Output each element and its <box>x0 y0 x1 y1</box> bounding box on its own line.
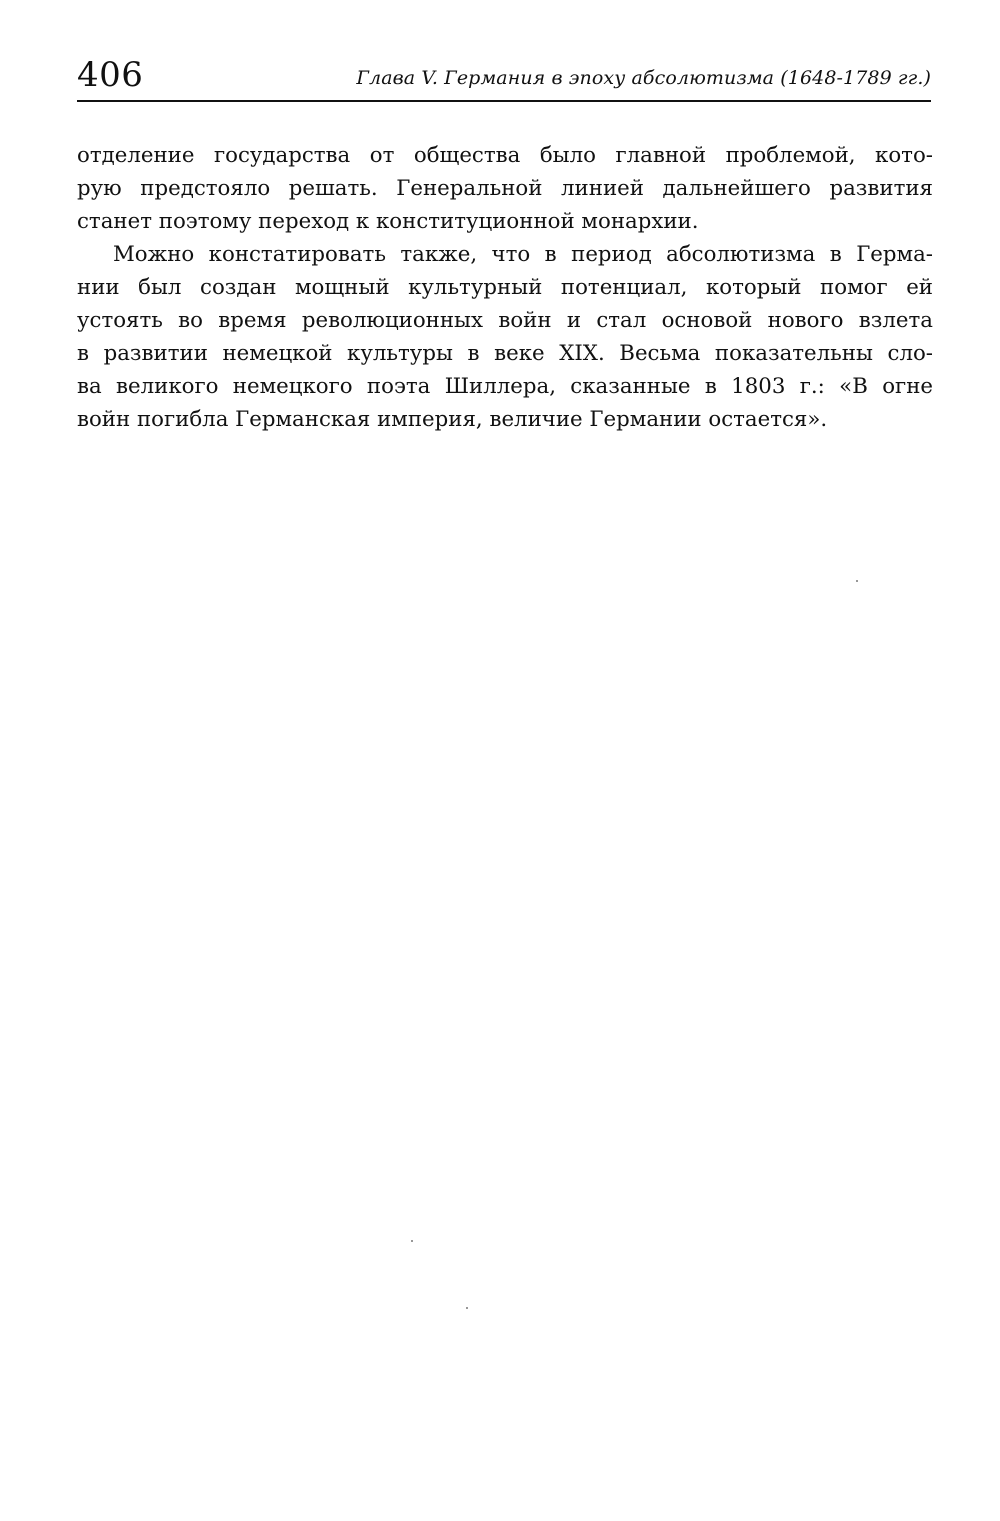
scan-speck <box>856 580 858 582</box>
paragraph-cultural-potential <box>77 238 933 436</box>
page-number: 406 <box>77 55 144 95</box>
text-line: отделение государства от общества было главной проблемой, кото- <box>77 143 933 168</box>
text-line: станет поэтому переход к конституционной монархии. <box>77 209 699 234</box>
text-line: ва великого немецкого поэта Шиллера, сказанные в 1803 г.: «В огне <box>77 374 933 399</box>
text-line: Можно констатировать также, что в период абсолютизма в Герма- <box>113 242 933 267</box>
text-line: нии был создан мощный культурный потенциал, который помог ей <box>77 275 933 300</box>
text-line: войн погибла Германская империя, величие Германии остается». <box>77 407 828 432</box>
scan-speck <box>466 1307 468 1309</box>
text-line: рую предстояло решать. Генеральной линией дальнейшего развития <box>77 176 933 201</box>
paragraph-conclusion <box>77 139 933 238</box>
scan-speck <box>411 1240 413 1242</box>
running-title: Глава V. Германия в эпоху абсолютизма (1648-1789 гг.) <box>356 67 931 89</box>
text-line: в развитии немецкой культуры в веке XIX. Весьма показательны сло- <box>77 341 933 366</box>
text-line: устоять во время революционных войн и стал основой нового взлета <box>77 308 933 333</box>
main-text <box>77 139 933 436</box>
page-header <box>77 56 931 102</box>
